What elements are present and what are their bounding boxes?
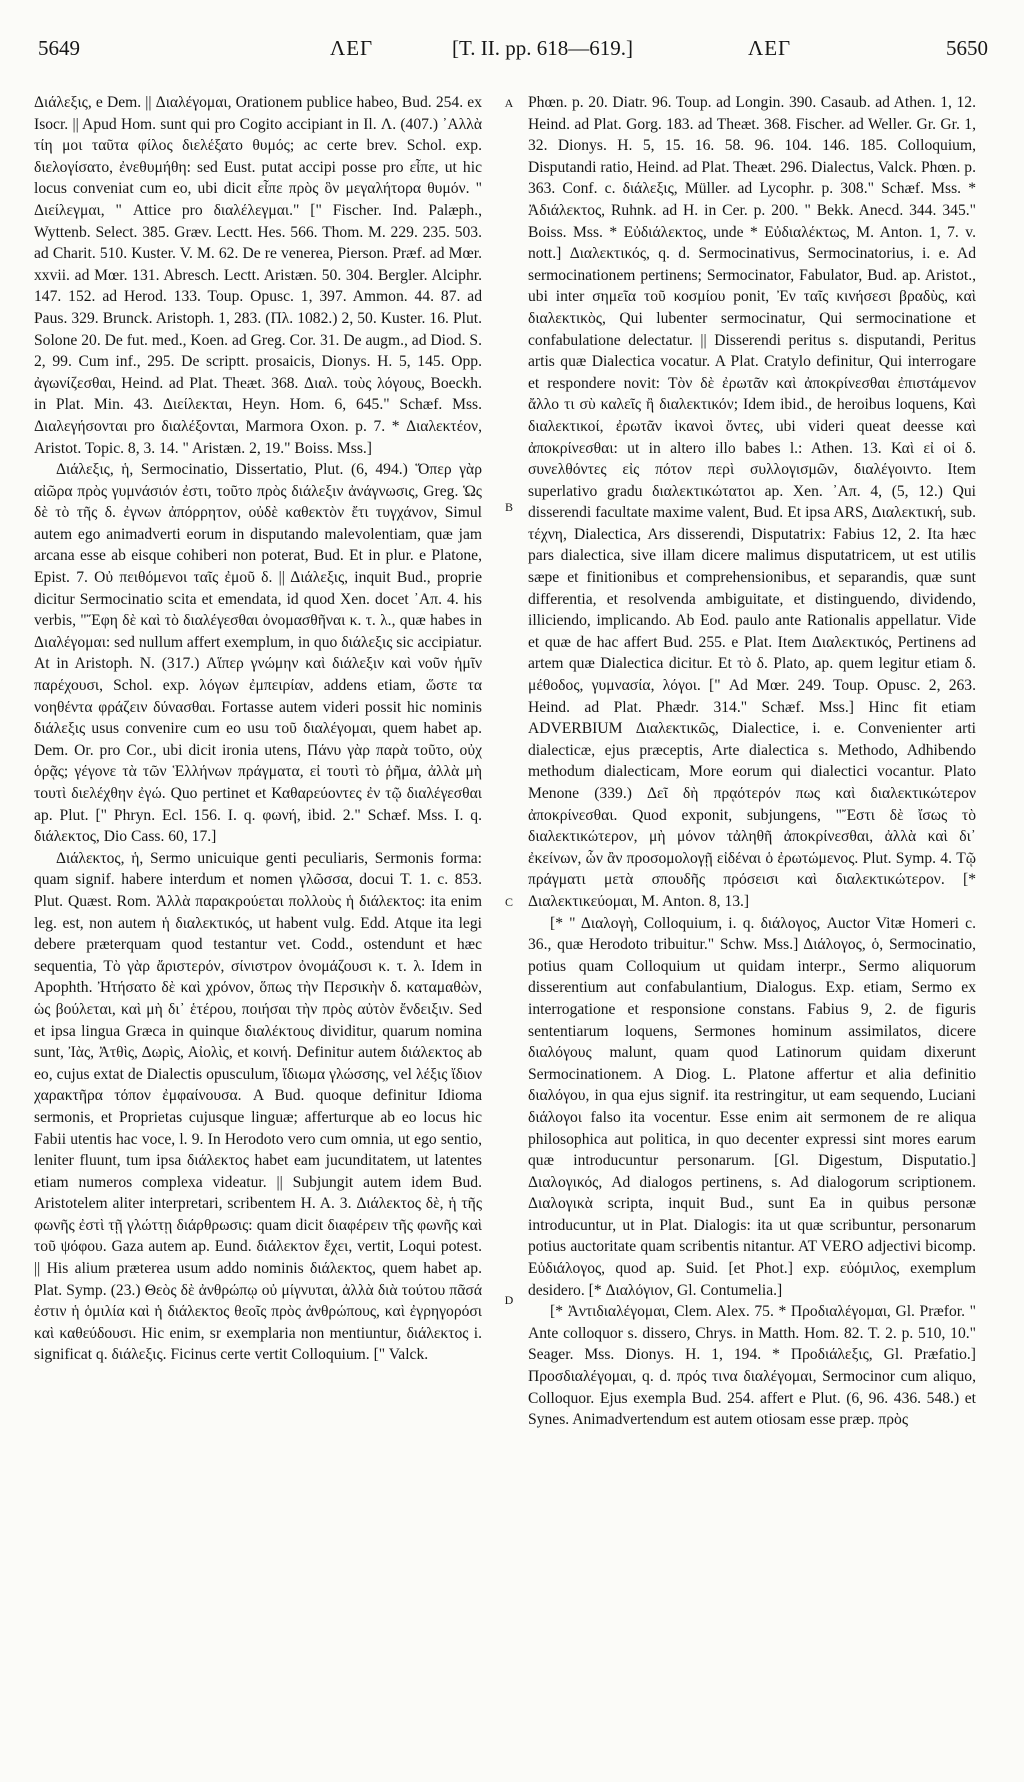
section-letter-d: D xyxy=(504,1293,514,1307)
volume-reference: [T. II. pp. 618—619.] xyxy=(452,36,633,60)
left-column xyxy=(34,92,482,1752)
right-page-number: 5650 xyxy=(946,36,988,60)
entry-prosdialegomai: [* Ἀντιδιαλέγομαι, Clem. Alex. 75. * Προδιαλέγομαι, Gl. Præfor. " Ante colloquor s. dissero, Chrys. in Matth. Hom. 82. T. 2. p. 510, 10." Seager. Mss. Dionys. H. 1, 194. * Προδιάλεξις, Gl. Præfatio.] Προσδιαλέγομαι, q. d. πρός τινα διαλέγομαι, Sermocinor cum aliquo, Colloquor. Ejus exempla Bud. 254. affert e Plut. (6, 96. 436. 548.) et Synes. Animadvertendum est autem otiosam esse præp. πρὸς xyxy=(528,1303,976,1429)
right-guide-word: ΛΕΓ xyxy=(748,36,792,60)
entry-dialektikos: Phœn. p. 20. Diatr. 96. Toup. ad Longin. 390. Casaub. ad Athen. 1, 12. Heind. ad Plat. Gorg. 183. ad Theæt. 368. Fischer. ad Weller. Gr. Gr. 1, 32. Dionys. H. 5, 15. 16. 58. 96. 104. 146. 185. Colloquium, Disputandi ratio, Heind. ad Plat. Theæt. 296. Dialectus, Valck. Phœn. p. 363. Conf. c. διάλεξις, Müller. ad Lycophr. p. 308." Schæf. Mss. * Ἀδιάλεκτος, Ruhnk. ad H. in Cer. p. 200. " Bekk. Anecd. 344. 345." Boiss. Mss. * Εὐδιάλεκτος, unde * Εὐδιαλέκτως, M. Anton. 1, 7. v. nott.] Διαλεκτικός, q. d. Sermocinativus, Sermocinatorius, i. e. Ad sermocinationem pertinens; Sermocinator, Fabulator, Bud. ap. Aristot., ubi inter σημεῖα τοῦ κοσμίου ponit, Ἐν ταῖς κινήσεσι βραδὺς, καὶ διαλεκτικὸς, Qui lubenter sermocinatur, Qui sermocinatione et confabulatione delectatur. || Disserendi peritus s. disputandi, Peritus artis quæ Dialectica vocatur. A Plat. Cratylo definitur, Qui interrogare et respondere novit: Τὸν δὲ ἐρωτᾶν καὶ ἀποκρίνεσθαι ἐπιστάμενον ἄλλο τι σὺ καλεῖς ἢ διαλεκτικόν; Idem ibid., de heroibus loquens, Καὶ διαλεκτικοί, ἐρωτᾶν ἱκανοὶ ὄντες, ubi videri queat deesse καὶ ἀποκρίνεσθαι: ut in altero illo babes l.: Athen. 13. Καὶ εἰ οἱ δ. συνελθόντες εἰς πότον περὶ συλλογισμῶν, διαλέγοιντο. Item superlativo gradu διαλεκτικώτατοι ap. Xen. ᾽Απ. 4, (5, 12.) Qui disserendi facultate maxime valent, Bud. Et ipsa ARS, Διαλεκτική, sub. τέχνη, Dialectica, Ars disserendi, Disputatrix: Fabius 12, 2. Ita hæc pars dialectica, sive illam dicere malimus disputatricem, ut est utilis sæpe et finitionibus et comprehensionibus, et separandis, quæ sunt differentia, et resolvenda ambiguitate, et distinguendo, dividendo, illiciendo, implicando. Ab Eod. paulo ante Rationalis appellatur. Vide et quæ de hac affert Bud. 255. e Plat. Item Διαλεκτικός, Pertinens ad artem quæ Dialectica dicitur. Et τὸ δ. Plato, ap. quem legitur etiam δ. μέθοδος, γυμνασία, λόγοι. [" Ad Mœr. 249. Toup. Opusc. 2, 263. Heind. ad Plat. Phædr. 314." Schæf. Mss.] Hinc fit etiam ADVERBIUM Διαλεκτικῶς, Dialectice, i. e. Convenienter arti dialecticæ, ejus præceptis, Arte dialectica s. Methodo, Adhibendo methodum dialecticam, More eorum qui dialectici vocantur. Plato Menone (339.) Δεῖ δὴ πρᾳότερόν πως καὶ διαλεκτικώτερον ἀποκρίνεσθαι. Quod exponit, subjungens, "Ἔστι δὲ ἴσως τὸ διαλεκτικώτερον, μὴ μόνον τἀληθῆ ἀποκρίνεσθαι, ἀλλὰ καὶ δι᾽ ἐκείνων, ὧν ἂν προσομολογῇ εἰδέναι ὁ ἐρωτώμενος. Plut. Symp. 4. Τῷ πράγματι μετὰ σπουδῆς πρόσεισι καὶ διαλεκτικώτερον. [* Διαλεκτικεύομαι, M. Anton. 8, 13.] xyxy=(528,94,976,910)
section-letter-c: C xyxy=(504,895,513,909)
entry-dialexis-intro: Διάλεξις, e Dem. || Διαλέγομαι, Orationem publice habeo, Bud. 254. ex Isocr. || Apud Hom. sunt qui pro Cogito accipiant in Il. Λ. (407.) ᾽Αλλὰ τίη μοι ταῦτα φίλος διελέξατο θυμός; ac certe brev. Schol. exp. διελογίσατο, ἐνεθυμήθη: sed Eust. putat accipi posse pro εἶπε, ut hic locus conveniat cum eo, ubi dicit εἶπε πρὸς ὃν μεγαλήτορα θυμόν. " Διείλεγμαι, " Attice pro διαλέλεγμαι." [" Fischer. Ind. Palæph., Wyttenb. Select. 385. Græv. Lectt. Hes. 566. Thom. M. 229. 235. 503. ad Charit. 510. Kuster. V. M. 62. De re venerea, Pierson. Præf. ad Mœr. xxvii. ad Mœr. 131. Abresch. Lectt. Aristæn. 50. 304. Bergler. Alciphr. 147. 152. ad Herod. 133. Toup. Opusc. 1, 397. Ammon. 44. 87. ad Paus. 329. Brunck. Aristoph. 1, 283. (Πλ. 1082.) 2, 50. Kuster. 16. Plut. Solone 20. De fut. med., Koen. ad Greg. Cor. 31. De augm., ad Diod. S. 2, 99. Cum inf., 295. De scriptt. prosaicis, Dionys. H. 5, 145. Opp. ἀγωνίζεσθαι, Heind. ad Plat. Theæt. 368. Διαλ. τοὺς λόγους, Boeckh. in Plat. Min. 43. Διείλεκται, Heyn. Hom. 6, 645." Schæf. Mss. Διαλεγήσονται pro διαλέξονται, Marmora Oxon. p. 7. * Διαλεκτέον, Aristot. Topic. 8, 3. 14. " Aristæn. 2, 19." Boiss. Mss.] xyxy=(34,94,482,457)
section-letter-a: A xyxy=(504,96,514,110)
left-guide-word: ΛΕΓ xyxy=(330,36,374,60)
right-column xyxy=(528,92,976,1752)
left-page-number: 5649 xyxy=(38,36,80,60)
entry-dialogos: [* " Διαλογὴ, Colloquium, i. q. διάλογος, Auctor Vitæ Homeri c. 36., quæ Herodoto tribuitur." Schw. Mss.] Διάλογος, ὁ, Sermocinatio, potius quam Colloquium ut quidam interpr., Sermo aliquorum disserentium aut confabulantium, Dialogus. Exp. etiam, Sermo ex interrogatione et responsione constans. Fabius 9, 2. de figuris sententiarum loquens, Sermones hominum assimilatos, dicere διαλόγους malunt, quam quod Latinorum quidam dixerunt Sermocinationem. A Diog. L. Platone affertur et alia definitio διαλόγου, in qua ejus signif. ita restringitur, ut eam sequendo, Luciani διάλογοι falso ita vocentur. Esse enim ait sermonem de re aliqua philosophica aut politica, in quo decenter expressi sint mores earum quæ introducuntur personarum. [Gl. Digestum, Disputatio.] Διαλογικός, Ad dialogos pertinens, s. Ad dialogorum scriptionem. Διαλογικὰ scripta, inquit Bud., sunt Ea in quibus personæ introducuntur, ut in Plat. Dialogis: ita ut quæ scribuntur, personarum potius auctoritate quam scribentis nitantur. AT VERO adjectivi bicomp. Εὐδιάλογος, quod ap. Suid. [et Phot.] exp. εὐόμιλος, exemplum desidero. [* Διαλόγιον, Gl. Contumelia.] xyxy=(528,914,976,1299)
section-letter-b: B xyxy=(504,500,513,514)
running-header xyxy=(30,36,996,70)
entry-dialexis: Διάλεξις, ἡ, Sermocinatio, Dissertatio, Plut. (6, 494.) Ὅπερ γὰρ αἰῶρα πρὸς γυμνάσιόν ἐστι, τοῦτο πρὸς διάλεξιν ἀνάγνωσις, Greg. Ὡς δὲ τὸ τῆς δ. ἐγνων ἀπόρρητον, οὐδὲ καθεκτὸν ἔτι τυγχάνον, Simul autem ego animadverti eorum in disputando malevolentiam, quæ jam arcana esse ab eisque cohiberi non poterat, Bud. Et in plur. e Platone, Epist. 7. Οὐ πειθόμενοι ταῖς ἐμοῦ δ. || Διάλεξις, inquit Bud., proprie dicitur Sermocinatio scita et emendata, id quod Xen. docet ᾽Απ. 4. his verbis, "Ἔφη δὲ καὶ τὸ διαλέγεσθαι ὀνομασθῆναι κ. τ. λ., quæ habes in Διαλέγομαι: sed nullum affert exemplum, in quo διάλεξις sic accipiatur. At in Aristoph. N. (317.) Αἵπερ γνώμην καὶ διάλεξιν καὶ νοῦν ἡμῖν παρέχουσι, Schol. exp. λόγων ἐμπειρίαν, addens etiam, ὥστε τα νοηθέντα φράζειν δύνασθαι. Fortasse autem videri possit hic nominis διάλεξις usus convenire cum eo usu τοῦ διαλέγομαι, quem habet ap. Dem. Or. pro Cor., ubi dicit ironia utens, Πάνυ γὰρ παρὰ τοῦτο, οὐχ ὁρᾷς; γέγονε τὰ τῶν Ἑλλήνων πράγματα, εἰ τουτὶ τὸ ῥῆμα, ἀλλὰ μὴ τουτὶ διελέχθην ἐγώ. Quo pertinet et Καθαρεύοντες ἐν τῷ διαλέγεσθαι ap. Plut. [" Phryn. Ecl. 156. I. q. φωνή, ibid. 2." Schæf. Mss. I. q. διάλεκτος, Dio Cass. 60, 17.] xyxy=(34,461,482,846)
entry-dialektos: Διάλεκτος, ἡ, Sermo unicuique genti peculiaris, Sermonis forma: quam signif. habere interdum et nomen γλῶσσα, docui T. 1. c. 853. Plut. Quæst. Rom. Ἀλλὰ παρακρούεται πολλοὺς ἡ διάλεκτος: ita enim leg. est, non autem ἡ διαλεκτικός, ut habent vulg. Edd. Atque ita legi debere præterquam quod testantur vet. Codd., ostendunt et hæc sequentia, Τὸ γὰρ ἄριστερόν, σίνιστρον ὀνομάζουσι κ. τ. λ. Idem in Apophth. Ἠτήσατο δὲ καὶ χρόνον, ὅπως τὴν Περσικὴν δ. καταμαθὼν, ὡς βούλεται, καὶ μὴ δι᾽ ἑτέρου, ποιήσαι τὴν πρὸς αὐτὸν ἔνδειξιν. Sed et ipsa lingua Græca in quinque διαλέκτους dividitur, quarum nomina sunt, Ἰὰς, Ἀτθὶς, Δωρὶς, Αἰολὶς, et κοινή. Definitur autem διάλεκτος ab eo, cujus extat de Dialectis opusculum, ἴδιωμα γλώσσης, vel λέξις ἴδιον χαρακτῆρα τόπον ἐμφαίνουσα. A Bud. quoque definitur Idioma sermonis, et Proprietas cujusque linguæ; afferturque ab eo locus hic Fabii utentis hac voce, l. 9. In Herodoto vero cum omnia, ut ego sentio, leniter fluunt, tum ipsa διάλεκτος habet eam jucunditatem, ut latentes etiam numeros complexa videatur. || Subjungit autem idem Bud. Aristotelem aliter interpretari, scribentem H. A. 3. Διάλεκτος δὲ, ἡ τῆς φωνῆς ἐστὶ τῇ γλώττῃ διάρθρωσις: quam dicit διαφέρειν τῆς φωνῆς καὶ τοῦ ψόφου. Gaza autem ap. Eund. διάλεκτον ἔχει, vertit, Loqui potest. || His alium præterea usum addo nominis διάλεκτος, quem habet ap. Plat. Symp. (23.) Θεὸς δὲ ἀνθρώπῳ οὐ μίγνυται, ἀλλὰ διὰ τούτου πᾶσά ἐστιν ἡ ὁμιλία καὶ ἡ διάλεκτος θεοῖς πρὸς ἀνθρώπους, καὶ ἐγρηγορόσι καὶ καθεύδουσι. Hic enim, sr exemplaria non mentiuntur, διάλεκτος i. significat q. διάλεξις. Ficinus certe vertit Colloquium. [" Valck. xyxy=(34,849,482,1364)
